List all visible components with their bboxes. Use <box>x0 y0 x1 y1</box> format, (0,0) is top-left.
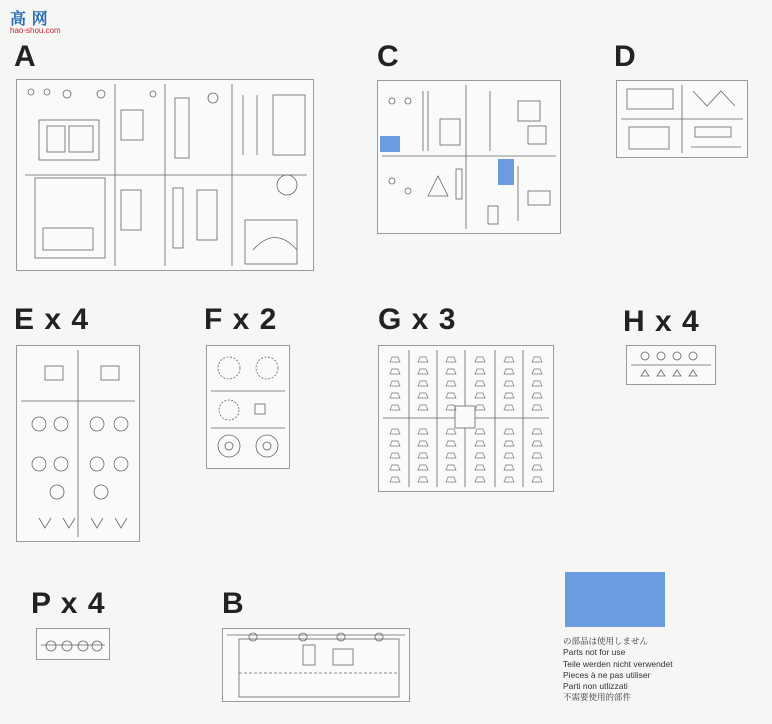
sprue-label-d: D <box>614 40 637 73</box>
unused-parts-notes <box>563 636 673 704</box>
sprue-label-b: B <box>222 587 245 620</box>
sprue-b-drawing <box>223 629 409 701</box>
logo-url: hao-shou.com <box>10 26 61 35</box>
sprue-e-drawing <box>17 346 139 541</box>
unused-part-highlight <box>380 136 400 152</box>
unused-parts-swatch <box>565 572 665 627</box>
sprue-g <box>378 345 554 492</box>
sprue-c <box>377 80 561 234</box>
sprue-label-c: C <box>377 40 400 73</box>
sprue-b <box>222 628 410 702</box>
site-logo <box>4 4 72 38</box>
logo-text: 高 网 <box>10 9 48 28</box>
sprue-g-drawing <box>379 346 553 491</box>
sprue-d <box>616 80 748 158</box>
sprue-label-a: A <box>14 40 37 73</box>
sprue-label-p: P x 4 <box>31 587 106 620</box>
note-french: Pieces à ne pas utiliser <box>563 669 651 680</box>
note-japanese: の部品は使用しません <box>563 636 649 646</box>
sprue-a-drawing <box>17 80 313 270</box>
note-italian: Parti non utlizzati <box>563 681 628 692</box>
sprue-d-drawing <box>617 81 747 157</box>
sprue-label-h: H x 4 <box>623 305 700 338</box>
sprue-c-drawing <box>378 81 560 233</box>
note-german: Teile werden nicht verwendet <box>563 658 673 669</box>
sprue-p <box>36 628 110 660</box>
sprue-label-f: F x 2 <box>204 303 278 336</box>
note-chinese: 不需要使用的部件 <box>563 692 632 703</box>
sprue-f <box>206 345 290 469</box>
note-english: Parts not for use <box>563 647 626 658</box>
sprue-h-drawing <box>627 346 715 384</box>
sprue-f-drawing <box>207 346 289 468</box>
sprue-p-drawing <box>37 629 109 659</box>
sprue-label-e: E x 4 <box>14 303 90 336</box>
sprue-label-g: G x 3 <box>378 303 457 336</box>
unused-part-highlight <box>498 159 514 185</box>
sprue-h <box>626 345 716 385</box>
sprue-a <box>16 79 314 271</box>
sprue-e <box>16 345 140 542</box>
